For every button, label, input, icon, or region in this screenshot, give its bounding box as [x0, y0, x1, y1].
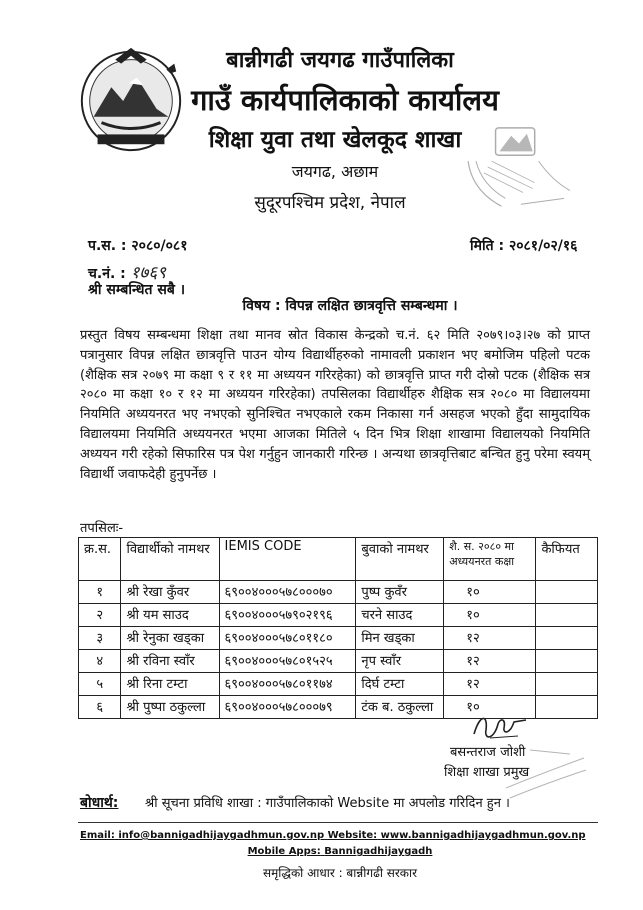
cell-father: पुष्प कुवँर [356, 581, 444, 604]
table-row [79, 673, 598, 696]
cell-student: श्री यम साउद [121, 604, 219, 627]
cell-remarks [536, 696, 598, 719]
ps-number [88, 236, 187, 255]
table-row [79, 650, 598, 673]
email-label: Email: [80, 830, 115, 841]
letter-date [470, 236, 577, 255]
cell-remarks [536, 581, 598, 604]
cc-text: श्री सूचना प्रविधि शाखा : गाउँपालिकाको Website मा अपलोड गरिदिन हुन । [145, 796, 510, 811]
cell-class: १२ [444, 673, 536, 696]
table-header-row [79, 538, 598, 581]
table-row [79, 627, 598, 650]
cn-label: च.नं. : [88, 266, 126, 282]
table-row [79, 581, 598, 604]
cell-class: १२ [444, 650, 536, 673]
footer-apps [80, 846, 600, 857]
section-name: शिक्षा युवा तथा खेलकूद शाखा [208, 127, 462, 153]
cell-father: चरने साउद [356, 604, 444, 627]
addressee: श्री सम्बन्धित सबै । [88, 282, 186, 298]
col-father: बुवाको नामथर [356, 538, 444, 581]
col-remarks: कैफियत [536, 538, 598, 581]
footer-divider [78, 822, 598, 823]
cell-student: श्री रविना स्वाँर [121, 650, 219, 673]
ps-label: प.स. : [88, 238, 127, 254]
cell-student: श्री रेखा कुँवर [121, 581, 219, 604]
footer-motto: समृद्धिको आधार : बान्नीगढी सरकार [262, 866, 418, 880]
website-label: Website: [327, 830, 378, 841]
cell-remarks [536, 627, 598, 650]
cell-remarks [536, 650, 598, 673]
cell-father: मिन खड्का [356, 627, 444, 650]
cell-student: श्री रेनुका खड्का [121, 627, 219, 650]
cell-class: १२ [444, 627, 536, 650]
student-table [78, 537, 598, 719]
cell-remarks [536, 604, 598, 627]
cell-class: १० [444, 604, 536, 627]
cell-iemis: ६९००४०००५७९०२१९६ [219, 604, 356, 627]
date-value: २०८१/०२/१६ [508, 238, 578, 254]
cell-class: १० [444, 696, 536, 719]
cell-father: नृप स्वाँर [356, 650, 444, 673]
details-label: तपसिलः- [80, 521, 124, 536]
cn-value-handwritten: १७६९ [130, 263, 167, 283]
website-link[interactable]: www.bannigadhijaygadhmun.gov.np [380, 830, 586, 841]
office-location: जयगढ, अछाम [291, 162, 379, 181]
signatory-title: शिक्षा शाखा प्रमुख [444, 765, 530, 780]
province-name: सुदूरपश्चिम प्रदेश, नेपाल [254, 193, 406, 213]
handwritten-signature-image [470, 710, 530, 744]
cell-remarks [536, 673, 598, 696]
cell-sn: ५ [79, 673, 121, 696]
cell-student: श्री रिना टम्टा [121, 673, 219, 696]
email-link[interactable]: info@bannigadhijaygadhmun.gov.np [118, 830, 325, 841]
cell-iemis: ६९००४०००५७८०००७० [219, 581, 356, 604]
col-student: विद्यार्थीको नामथर [121, 538, 219, 581]
letter-subject: विषय : विपन्न लक्षित छात्रवृत्ति सम्बन्धमा । [242, 298, 458, 314]
cell-iemis: ६९००४०००५७८०११८० [219, 627, 356, 650]
col-iemis: IEMIS CODE [219, 538, 356, 581]
cell-iemis: ६९००४०००५७८०११७४ [219, 673, 356, 696]
apps-name[interactable]: Bannigadhijaygadh [324, 846, 433, 857]
ps-value: २०८०/०८१ [131, 238, 188, 254]
cc-label: बोधार्थ: [80, 795, 119, 811]
office-name: गाउँ कार्यपालिकाको कार्यालय [191, 83, 499, 117]
cell-student: श्री पुष्पा ठकुल्ला [121, 696, 219, 719]
col-sn: क्र.स. [79, 538, 121, 581]
date-label: मिति : [470, 238, 505, 254]
apps-label: Mobile Apps: [247, 846, 321, 857]
cell-father: दिर्घ टम्टा [356, 673, 444, 696]
footer-contacts [80, 830, 600, 841]
cell-iemis: ६९००४०००५७८०१५२५ [219, 650, 356, 673]
col-class: शै. स. २०८० मा अध्ययनरत कक्षा [444, 538, 536, 581]
cell-iemis: ६९००४०००५७८०००७९ [219, 696, 356, 719]
cell-father: टंक ब. ठकुल्ला [356, 696, 444, 719]
municipality-name: बान्नीगढी जयगढ गाउँपालिका [226, 48, 454, 73]
cell-sn: ४ [79, 650, 121, 673]
cell-sn: ३ [79, 627, 121, 650]
cell-class: १० [444, 581, 536, 604]
table-row [79, 604, 598, 627]
office-stamp-image [462, 122, 580, 214]
cell-sn: ६ [79, 696, 121, 719]
cell-sn: २ [79, 604, 121, 627]
cell-sn: १ [79, 581, 121, 604]
signatory-name: बसन्तराज जोशी [450, 745, 526, 760]
letter-body: प्रस्तुत विषय सम्बन्धमा शिक्षा तथा मानव स्रोत विकास केन्द्रको च.नं. ६२ मिति २०७९।०३।२७ को प्राप्त पत्रानुसार विपन्न लक्षित छात्रवृत्ति पाउन योग्य विद्यार्थीहरुको नामावली प्रकाशन भए बमोजिम पहिलो पटक (शैक्षिक सत्र २०७९ मा कक्षा ९ र ११ मा अध्ययन गरिरहेका) को छात्रवृत्ति प्राप्त गरी दोस्रो पटक (शैक्षिक सत्र २०८० मा कक्षा १० र १२ मा अध्ययन गरिरहेका) तपसिलका विद्यार्थीहरु शैक्षिक सत्र २०८० मा विद्यालयमा नियमिति अध्ययनरत भए नभएको सुनिश्चित नभएकाले रकम निकासा गर्न असहज भएको हुँदा सामुदायिक विद्यालयमा नियमिति अध्ययनरत भएमा आजका मितिले ५ दिन भित्र शिक्षा शाखामा विद्यालयको नियमिति अध्ययन गरी रहेको सिफारिस पत्र पेश गर्नुहुन जानकारी गरिन्छ । अन्यथा छात्रवृत्तिबाट बन्चित हुनु परेमा स्वयम् विद्यार्थी जवाफदेही हुनुपर्नेछ । [80, 328, 590, 482]
